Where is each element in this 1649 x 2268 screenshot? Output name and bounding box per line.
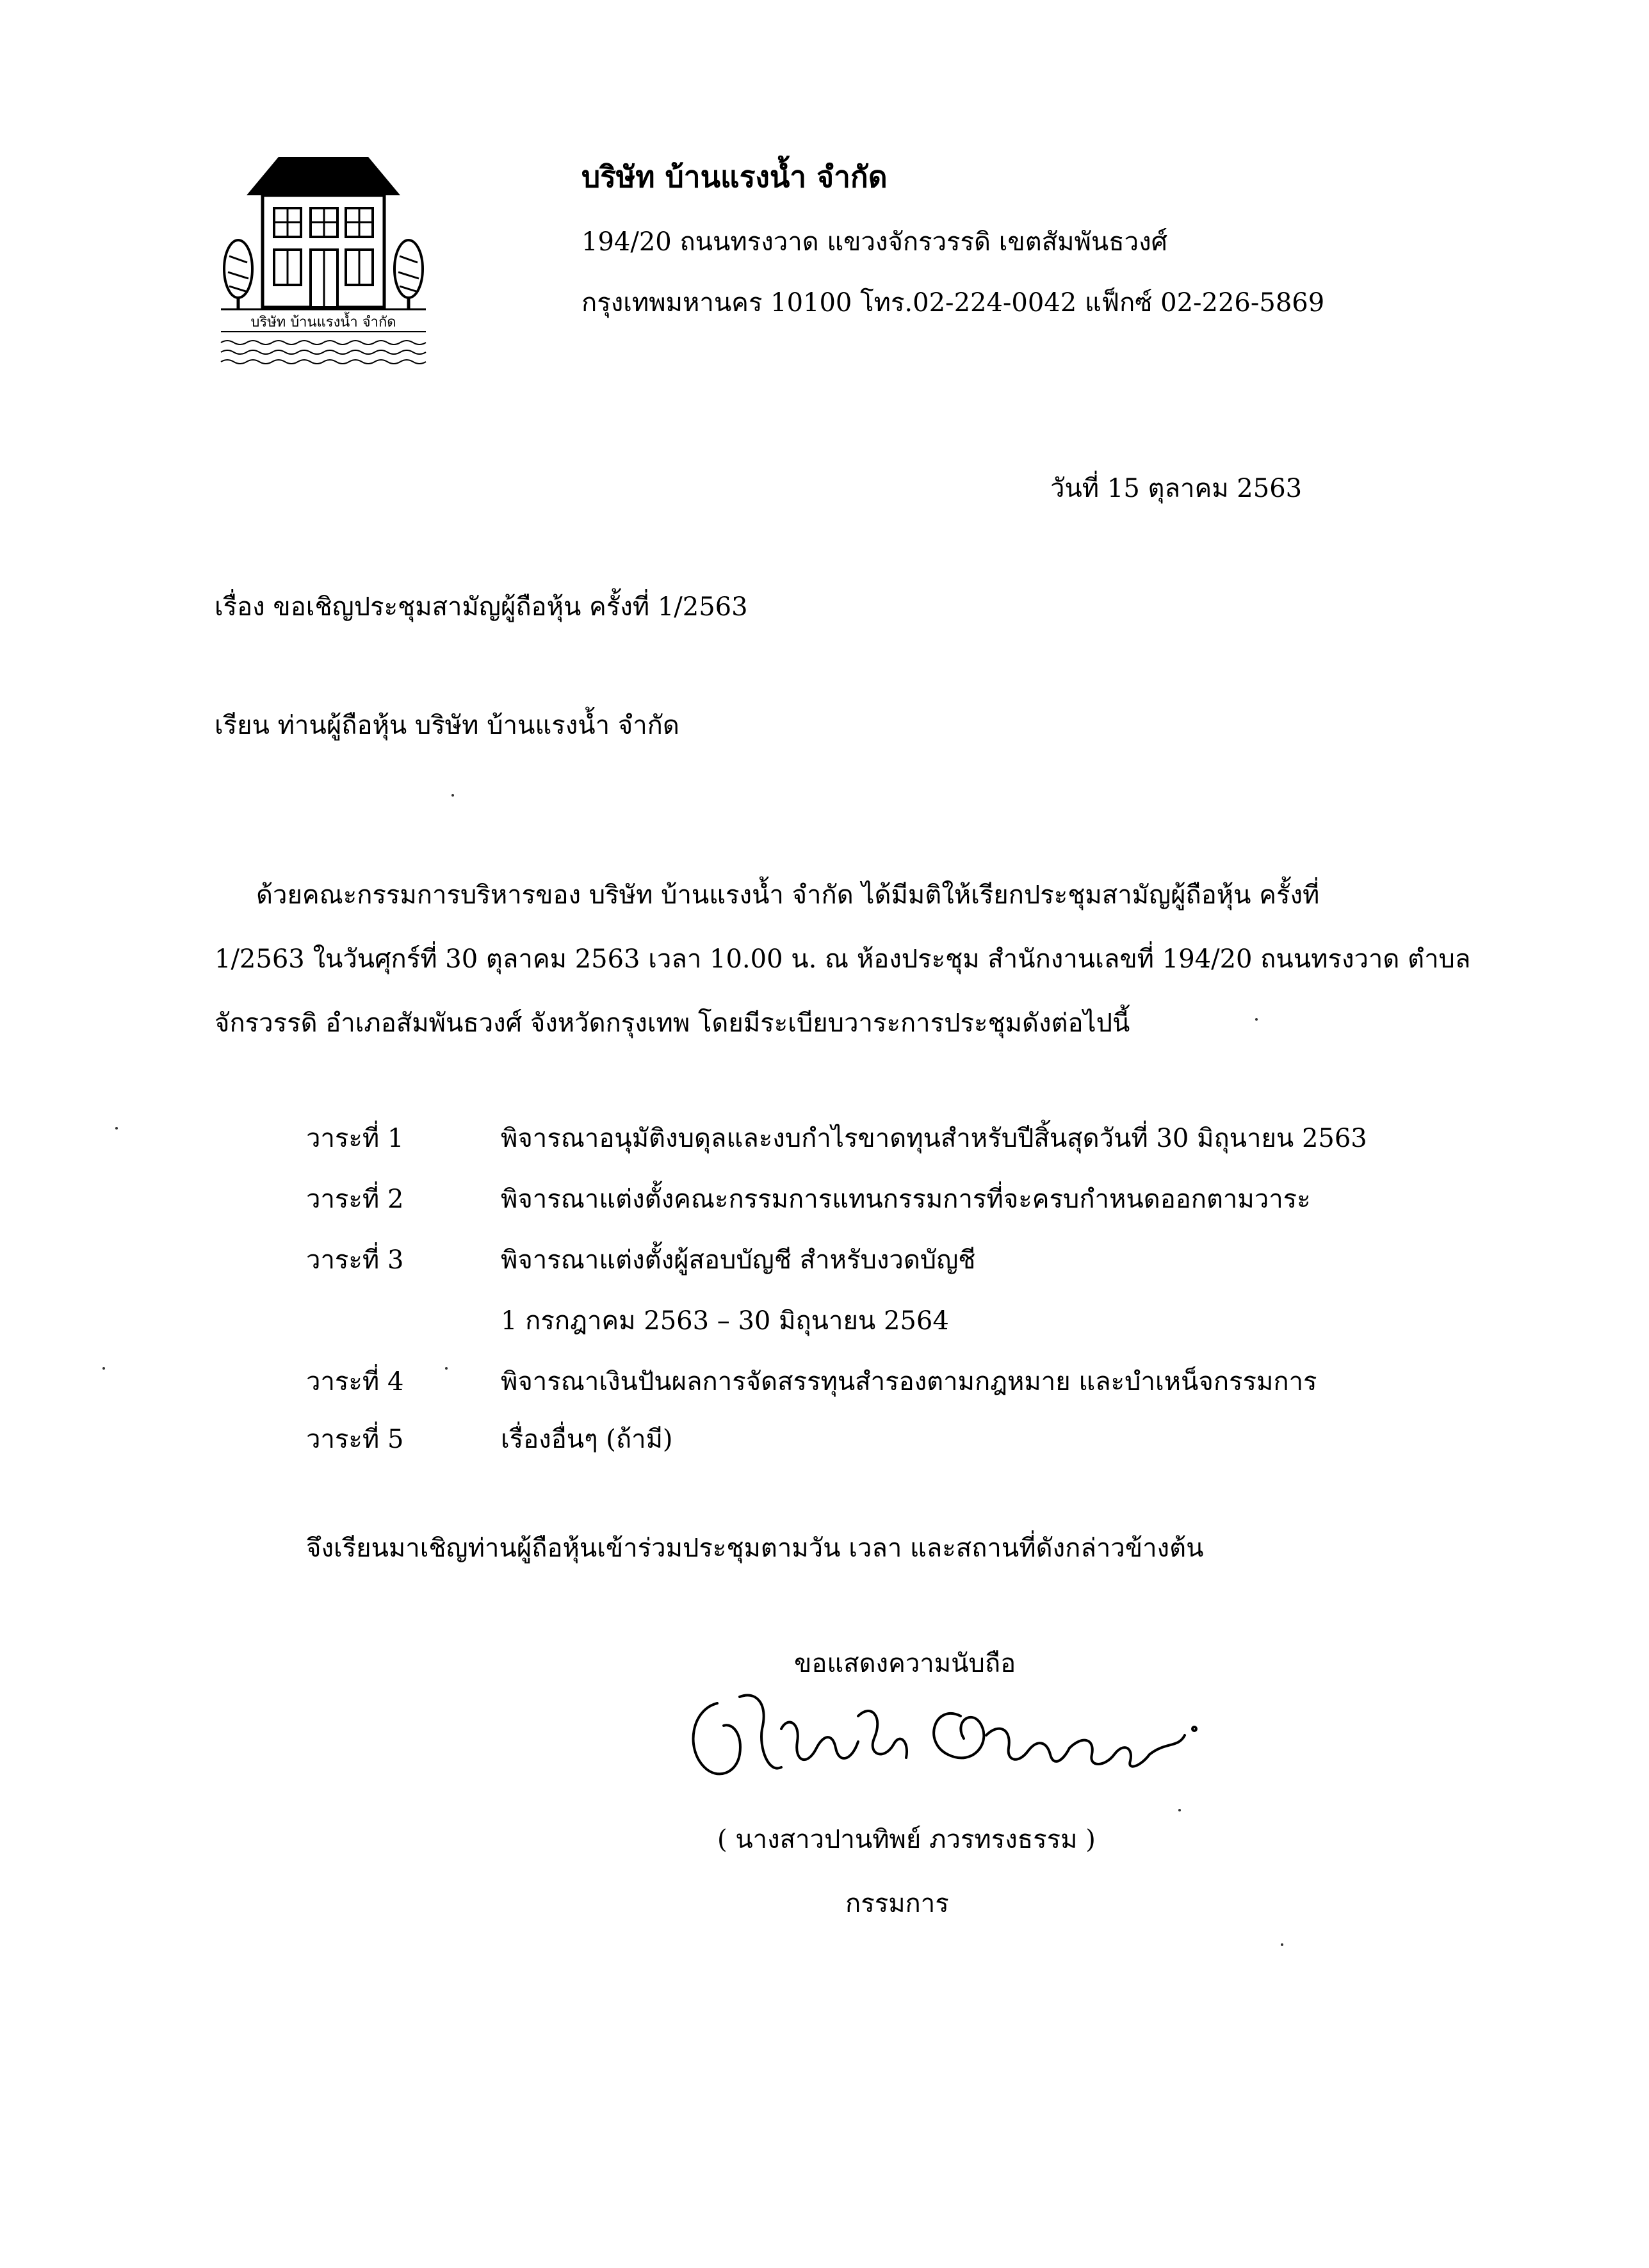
signatory-title: กรรมการ [845,1889,949,1918]
letter-salutation: เรียน ท่านผู้ถือหุ้น บริษัท บ้านแรงน้ำ จำกัด [215,711,679,740]
body-line-2: 1/2563 ในวันศุกร์ที่ 30 ตุลาคม 2563 เวลา 10.00 น. ณ ห้องประชุม สำนักงานเลขที่ 194/20 ถนนทรงวาด ตำบล [215,944,1471,974]
agenda-label-5: วาระที่ 5 [306,1425,404,1454]
letter-subject: เรื่อง ขอเชิญประชุมสามัญผู้ถือหุ้น ครั้งที่ 1/2563 [215,592,748,622]
scan-speck [1178,1809,1181,1811]
agenda-label-4: วาระที่ 4 [306,1367,404,1397]
scan-speck [102,1367,105,1370]
agenda-item-3-period: 1 กรกฎาคม 2563 – 30 มิถุนายน 2564 [501,1306,949,1336]
agenda-item-1: พิจารณาอนุมัติงบดุลและงบกำไรขาดทุนสำหรับปีสิ้นสุดวันที่ 30 มิถุนายน 2563 [501,1124,1367,1153]
agenda-label-1: วาระที่ 1 [306,1124,404,1153]
scan-speck [445,1367,448,1370]
svg-text:บริษัท บ้านแรงน้ำ จำกัด: บริษัท บ้านแรงน้ำ จำกัด [250,314,396,330]
company-logo [218,150,429,368]
body-line-3: จักรวรรดิ อำเภอสัมพันธวงศ์ จังหวัดกรุงเทพ โดยมีระเบียบวาระการประชุมดังต่อไปนี้ [215,1008,1130,1038]
scan-speck [115,1127,118,1130]
company-address-line2: กรุงเทพมหานคร 10100 โทร.02-224-0042 แฟ็กซ์ 02-226-5869 [581,288,1325,318]
agenda-label-3: วาระที่ 3 [306,1245,404,1275]
company-address-line1: 194/20 ถนนทรงวาด แขวงจักรวรรดิ เขตสัมพันธวงศ์ [581,227,1167,257]
letter-date: วันที่ 15 ตุลาคม 2563 [1050,474,1303,503]
regards: ขอแสดงความนับถือ [794,1649,1016,1678]
company-name: บริษัท บ้านแรงน้ำ จำกัด [581,159,888,194]
scan-speck [1281,1943,1283,1946]
body-line-1: ด้วยคณะกรรมการบริหารของ บริษัท บ้านแรงน้ำ จำกัด ได้มีมติให้เรียกประชุมสามัญผู้ถือหุ้น ครั้งที่ [256,880,1320,910]
agenda-item-3: พิจารณาแต่งตั้งผู้สอบบัญชี สำหรับงวดบัญชี [501,1245,976,1275]
agenda-item-2: พิจารณาแต่งตั้งคณะกรรมการแทนกรรมการที่จะครบกำหนดออกตามวาระ [501,1185,1311,1214]
handwritten-signature [679,1678,1242,1799]
agenda-label-2: วาระที่ 2 [306,1185,404,1214]
scan-speck [451,794,454,797]
closing-sentence: จึงเรียนมาเชิญท่านผู้ถือหุ้นเข้าร่วมประชุมตามวัน เวลา และสถานที่ดังกล่าวข้างต้น [306,1534,1204,1563]
agenda-item-4: พิจารณาเงินปันผลการจัดสรรทุนสำรองตามกฎหมาย และบำเหน็จกรรมการ [501,1367,1317,1397]
scan-speck [1255,1018,1258,1021]
agenda-item-5: เรื่องอื่นๆ (ถ้ามี) [501,1425,673,1454]
signatory-name: ( นางสาวปานทิพย์ ภวรทรงธรรม ) [717,1825,1096,1854]
